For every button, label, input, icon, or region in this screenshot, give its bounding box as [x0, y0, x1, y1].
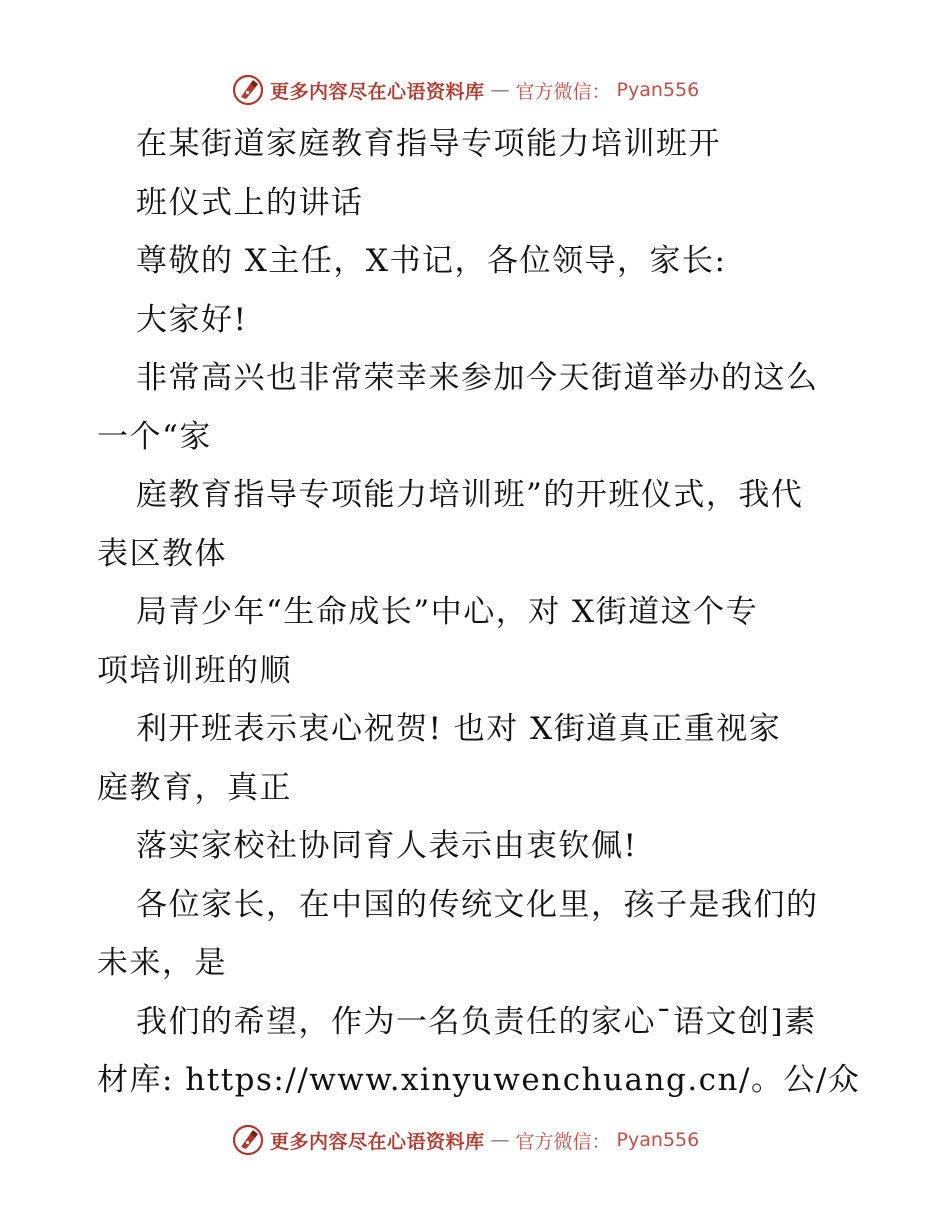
text-line: 落实家校社协同育人表示由衷钦佩! [136, 828, 638, 864]
text-line: 大家好! [136, 301, 248, 338]
text-line: 表区教体 [97, 535, 227, 572]
footer-watermark [232, 1122, 699, 1158]
text-line: 我们的希望，作为一名负责任的家心¯语文创]素 [136, 1003, 817, 1040]
text-line: 项培训班的顺 [97, 652, 292, 689]
text-line: 尊敬的 X主任，X书记，各位领导，家长: [136, 243, 727, 279]
text-line: 一个“家 [97, 418, 212, 455]
text-line: 材库: https://www.xinyuwenchuang.cn/。公/众 [97, 1062, 861, 1098]
watermark-main-text: 更多内容尽在心语资料库 [270, 1130, 485, 1153]
watermark-wechat-id: Pyan556 [616, 1129, 700, 1151]
watermark-wechat-label: 官方微信： [515, 80, 611, 103]
header-watermark [232, 72, 699, 108]
watermark-separator: — [490, 79, 510, 101]
text-line: 利开班表示衷心祝贺! 也对 X街道真正重视家 [136, 711, 782, 747]
watermark-separator: — [490, 1129, 510, 1151]
pen-nib-logo-icon [232, 1124, 264, 1156]
watermark-wechat-id: Pyan556 [616, 79, 700, 101]
text-line: 庭教育指导专项能力培训班”的开班仪式，我代 [136, 477, 804, 513]
watermark-main-text: 更多内容尽在心语资料库 [270, 80, 485, 103]
text-line: 未来，是 [97, 945, 227, 981]
text-line: 非常高兴也非常荣幸来参加今天街道举办的这么 [136, 360, 819, 396]
watermark-wechat-label: 官方微信： [515, 1130, 611, 1153]
document-body [97, 115, 861, 1110]
text-line: 各位家长，在中国的传统文化里，孩子是我们的 [136, 886, 819, 923]
text-line: 在某街道家庭教育指导专项能力培训班开 [136, 126, 721, 162]
text-line: 庭教育，真正 [97, 769, 292, 806]
text-line: 班仪式上的讲话 [136, 184, 364, 221]
pen-nib-logo-icon [232, 74, 264, 106]
text-line: 局青少年“生命成长”中心，对 X街道这个专 [136, 594, 759, 630]
